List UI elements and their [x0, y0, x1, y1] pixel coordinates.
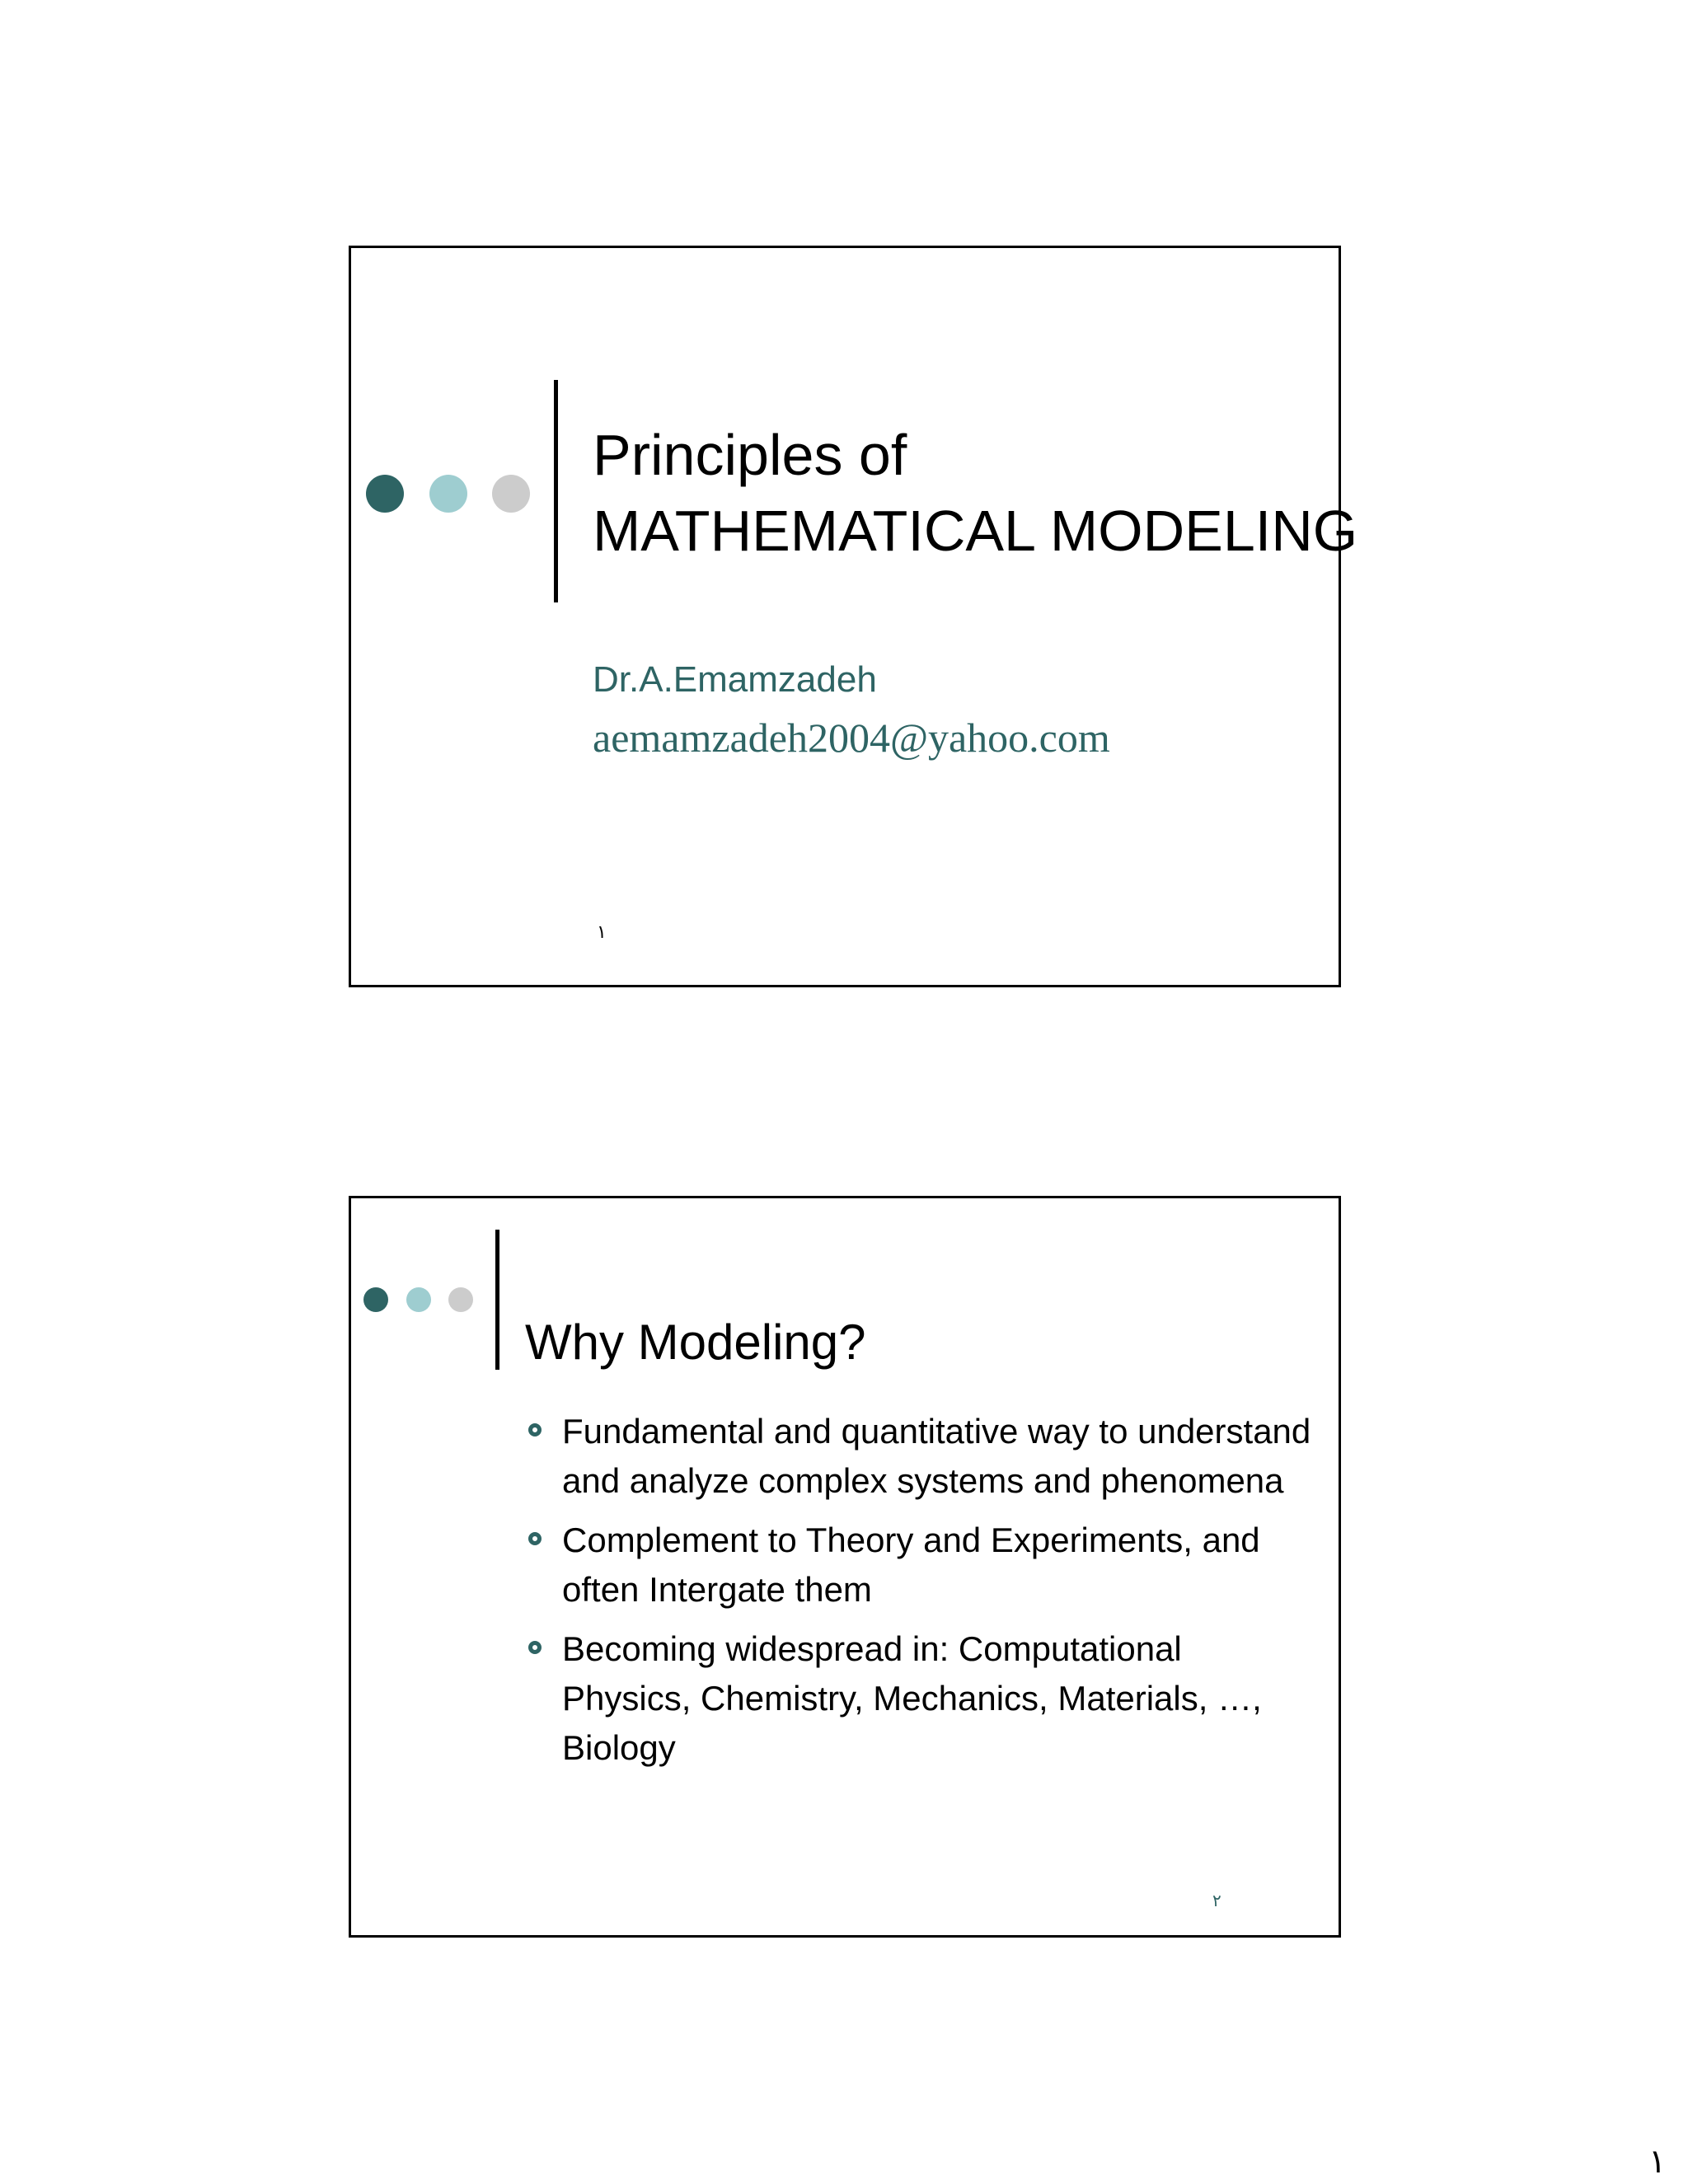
decorative-dot-light: [406, 1287, 431, 1312]
slide-2-number: ٢: [1212, 1891, 1221, 1910]
slide-2-title: Why Modeling?: [525, 1315, 866, 1370]
bullet-item: [525, 1407, 1316, 1506]
bullet-text: Complement to Theory and Experiments, and often Intergate them: [562, 1521, 1260, 1609]
title-divider-bar: [554, 380, 558, 602]
bullet-text: Fundamental and quantitative way to understand and analyze complex systems and phenomena: [562, 1412, 1311, 1500]
decorative-dot-dark: [363, 1287, 388, 1312]
ring-bullet-icon: [528, 1423, 542, 1436]
bullet-text: Becoming widespread in: Computational Physics, Chemistry, Mechanics, Materials, …, Biology: [562, 1629, 1262, 1767]
decorative-dot-light: [429, 475, 467, 513]
slide-1: [349, 246, 1358, 987]
slide-2: [349, 1196, 1341, 1938]
slide-1-title: [593, 417, 1358, 569]
author-email: aemamzadeh2004@yahoo.com: [593, 715, 1110, 761]
ring-bullet-icon: [528, 1532, 542, 1545]
title-divider-bar: [495, 1230, 499, 1370]
bullet-list: [525, 1407, 1316, 1783]
decorative-dot-gray: [448, 1287, 473, 1312]
ring-bullet-icon: [528, 1641, 542, 1654]
bullet-item: [525, 1516, 1316, 1615]
author-name: Dr.A.Emamzadeh: [593, 659, 877, 700]
slide-1-number: ١: [597, 922, 607, 943]
decorative-dot-dark: [366, 475, 404, 513]
slide-1-title-line-2: MATHEMATICAL MODELING: [593, 499, 1358, 563]
page-number: ١: [1648, 2143, 1667, 2181]
decorative-dot-gray: [492, 475, 530, 513]
slide-1-title-line-1: Principles of: [593, 423, 907, 487]
bullet-item: [525, 1624, 1316, 1773]
